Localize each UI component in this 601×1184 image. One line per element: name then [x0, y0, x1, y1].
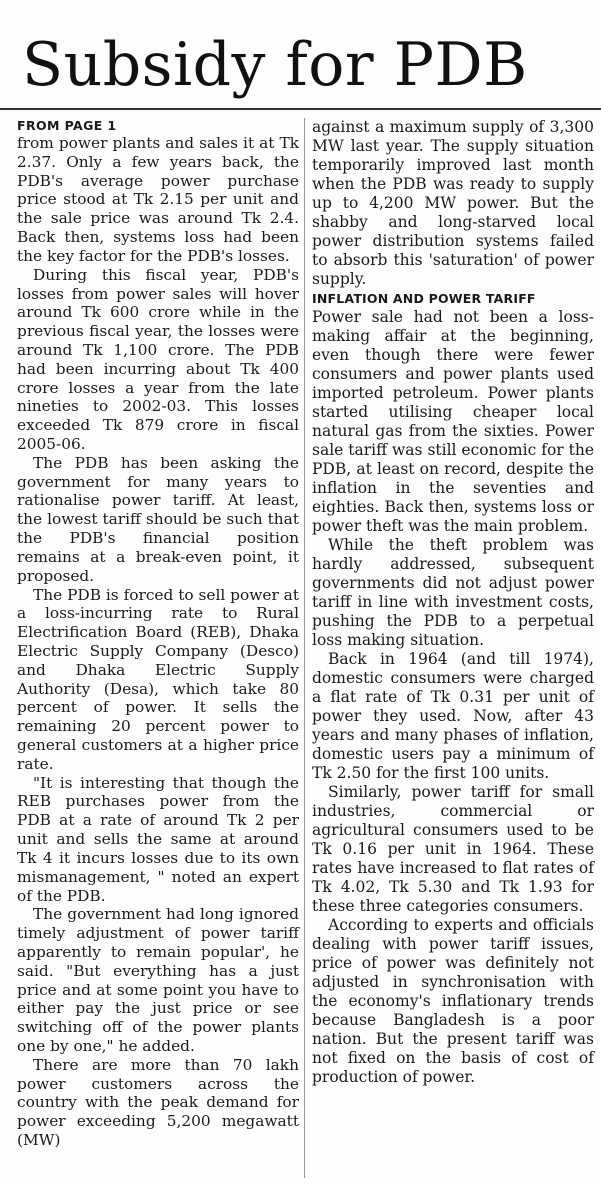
paragraph: Power sale had not been a loss-making affair at the beginning, even though there were fewer consumers and power plants used imported petroleum. Power plants started utilising cheaper local natural gas from the sixties. Power sale tariff was still economic for the PDB, at least on record, despite the inflation in the seventies and eighties. Back then, systems loss or power theft was the main problem. — [312, 308, 594, 535]
paragraph: against a maximum supply of 3,300 MW last year. The supply situation temporarily improved last month when the PDB was ready to supply up to 4,200 MW power. But the shabby and long-starved local power distribution systems failed to absorb this 'saturation' of power supply. — [312, 118, 594, 288]
headline-rule — [0, 108, 601, 110]
paragraph: Back in 1964 (and till 1974), domestic consumers were charged a flat rate of Tk 0.31 per unit of power they used. Now, after 43 years and many phases of inflation, domestic users pay a minimum of Tk 2.50 for the first 100 units. — [312, 650, 594, 782]
paragraph: While the theft problem was hardly addressed, subsequent governments did not adjust power tariff in line with investment costs, pushing the PDB to a perpetual loss making situation. — [312, 536, 594, 649]
paragraph: There are more than 70 lakh power customers across the country with the peak demand for power exceeding 5,200 megawatt (MW) — [17, 1055, 299, 1150]
paragraph: According to experts and officials dealing with power tariff issues, price of power was definitely not adjusted in synchronisation with the economy's inflationary trends because Bangladesh is a poor nation. But the present tariff was not fixed on the basis of cost of production of power. — [312, 916, 594, 1086]
paragraph: The government had long ignored timely adjustment of power tariff apparently to remain popular', he said. "But everything has a just price and at some point you have to either pay the just price or see switching off of the power plants one by one," he added. — [17, 905, 299, 1055]
paragraph: During this fiscal year, PDB's losses from power sales will hover around Tk 600 crore while in the previous fiscal year, the losses were around Tk 1,100 crore. The PDB had been incurring about Tk 400 crore losses a year from the late nineties to 2002-03. This losses exceeded Tk 879 crore in fiscal 2005-06. — [17, 265, 299, 453]
paragraph: The PDB has been asking the government for many years to rationalise power tariff. At least, the lowest tariff should be such that the PDB's financial position remains at a break-even point, it proposed. — [17, 453, 299, 585]
paragraph: "It is interesting that though the REB purchases power from the PDB at a rate of around Tk 2 per unit and sells the same at around Tk 4 it incurs losses due to its own mismanagement, " noted an expert of the PDB. — [17, 773, 299, 905]
column-divider — [304, 118, 305, 1178]
section-subhead: INFLATION AND POWER TARIFF — [312, 291, 536, 306]
paragraph: The PDB is forced to sell power at a loss-incurring rate to Rural Electrification Board (REB), Dhaka Electric Supply Company (Desco) and Dhaka Electric Supply Authority (Desa), which take 80 percent of power. It sells the remaining 20 percent power to general customers at a higher price rate. — [17, 585, 299, 773]
right-column — [312, 118, 594, 1087]
headline: Subsidy for PDB — [22, 30, 528, 100]
paragraph: from power plants and sales it at Tk 2.37. Only a few years back, the PDB's average power purchase price stood at Tk 2.15 per unit and the sale price was around Tk 2.4. Back then, systems loss had been the key factor for the PDB's losses. — [17, 134, 299, 265]
left-column — [17, 118, 299, 1150]
paragraph: Similarly, power tariff for small industries, commercial or agricultural consumers used to be Tk 0.16 per unit in 1964. These rates have increased to flat rates of Tk 4.02, Tk 5.30 and Tk 1.93 for these three categories consumers. — [312, 783, 594, 915]
continuation-kicker: FROM PAGE 1 — [17, 118, 117, 133]
